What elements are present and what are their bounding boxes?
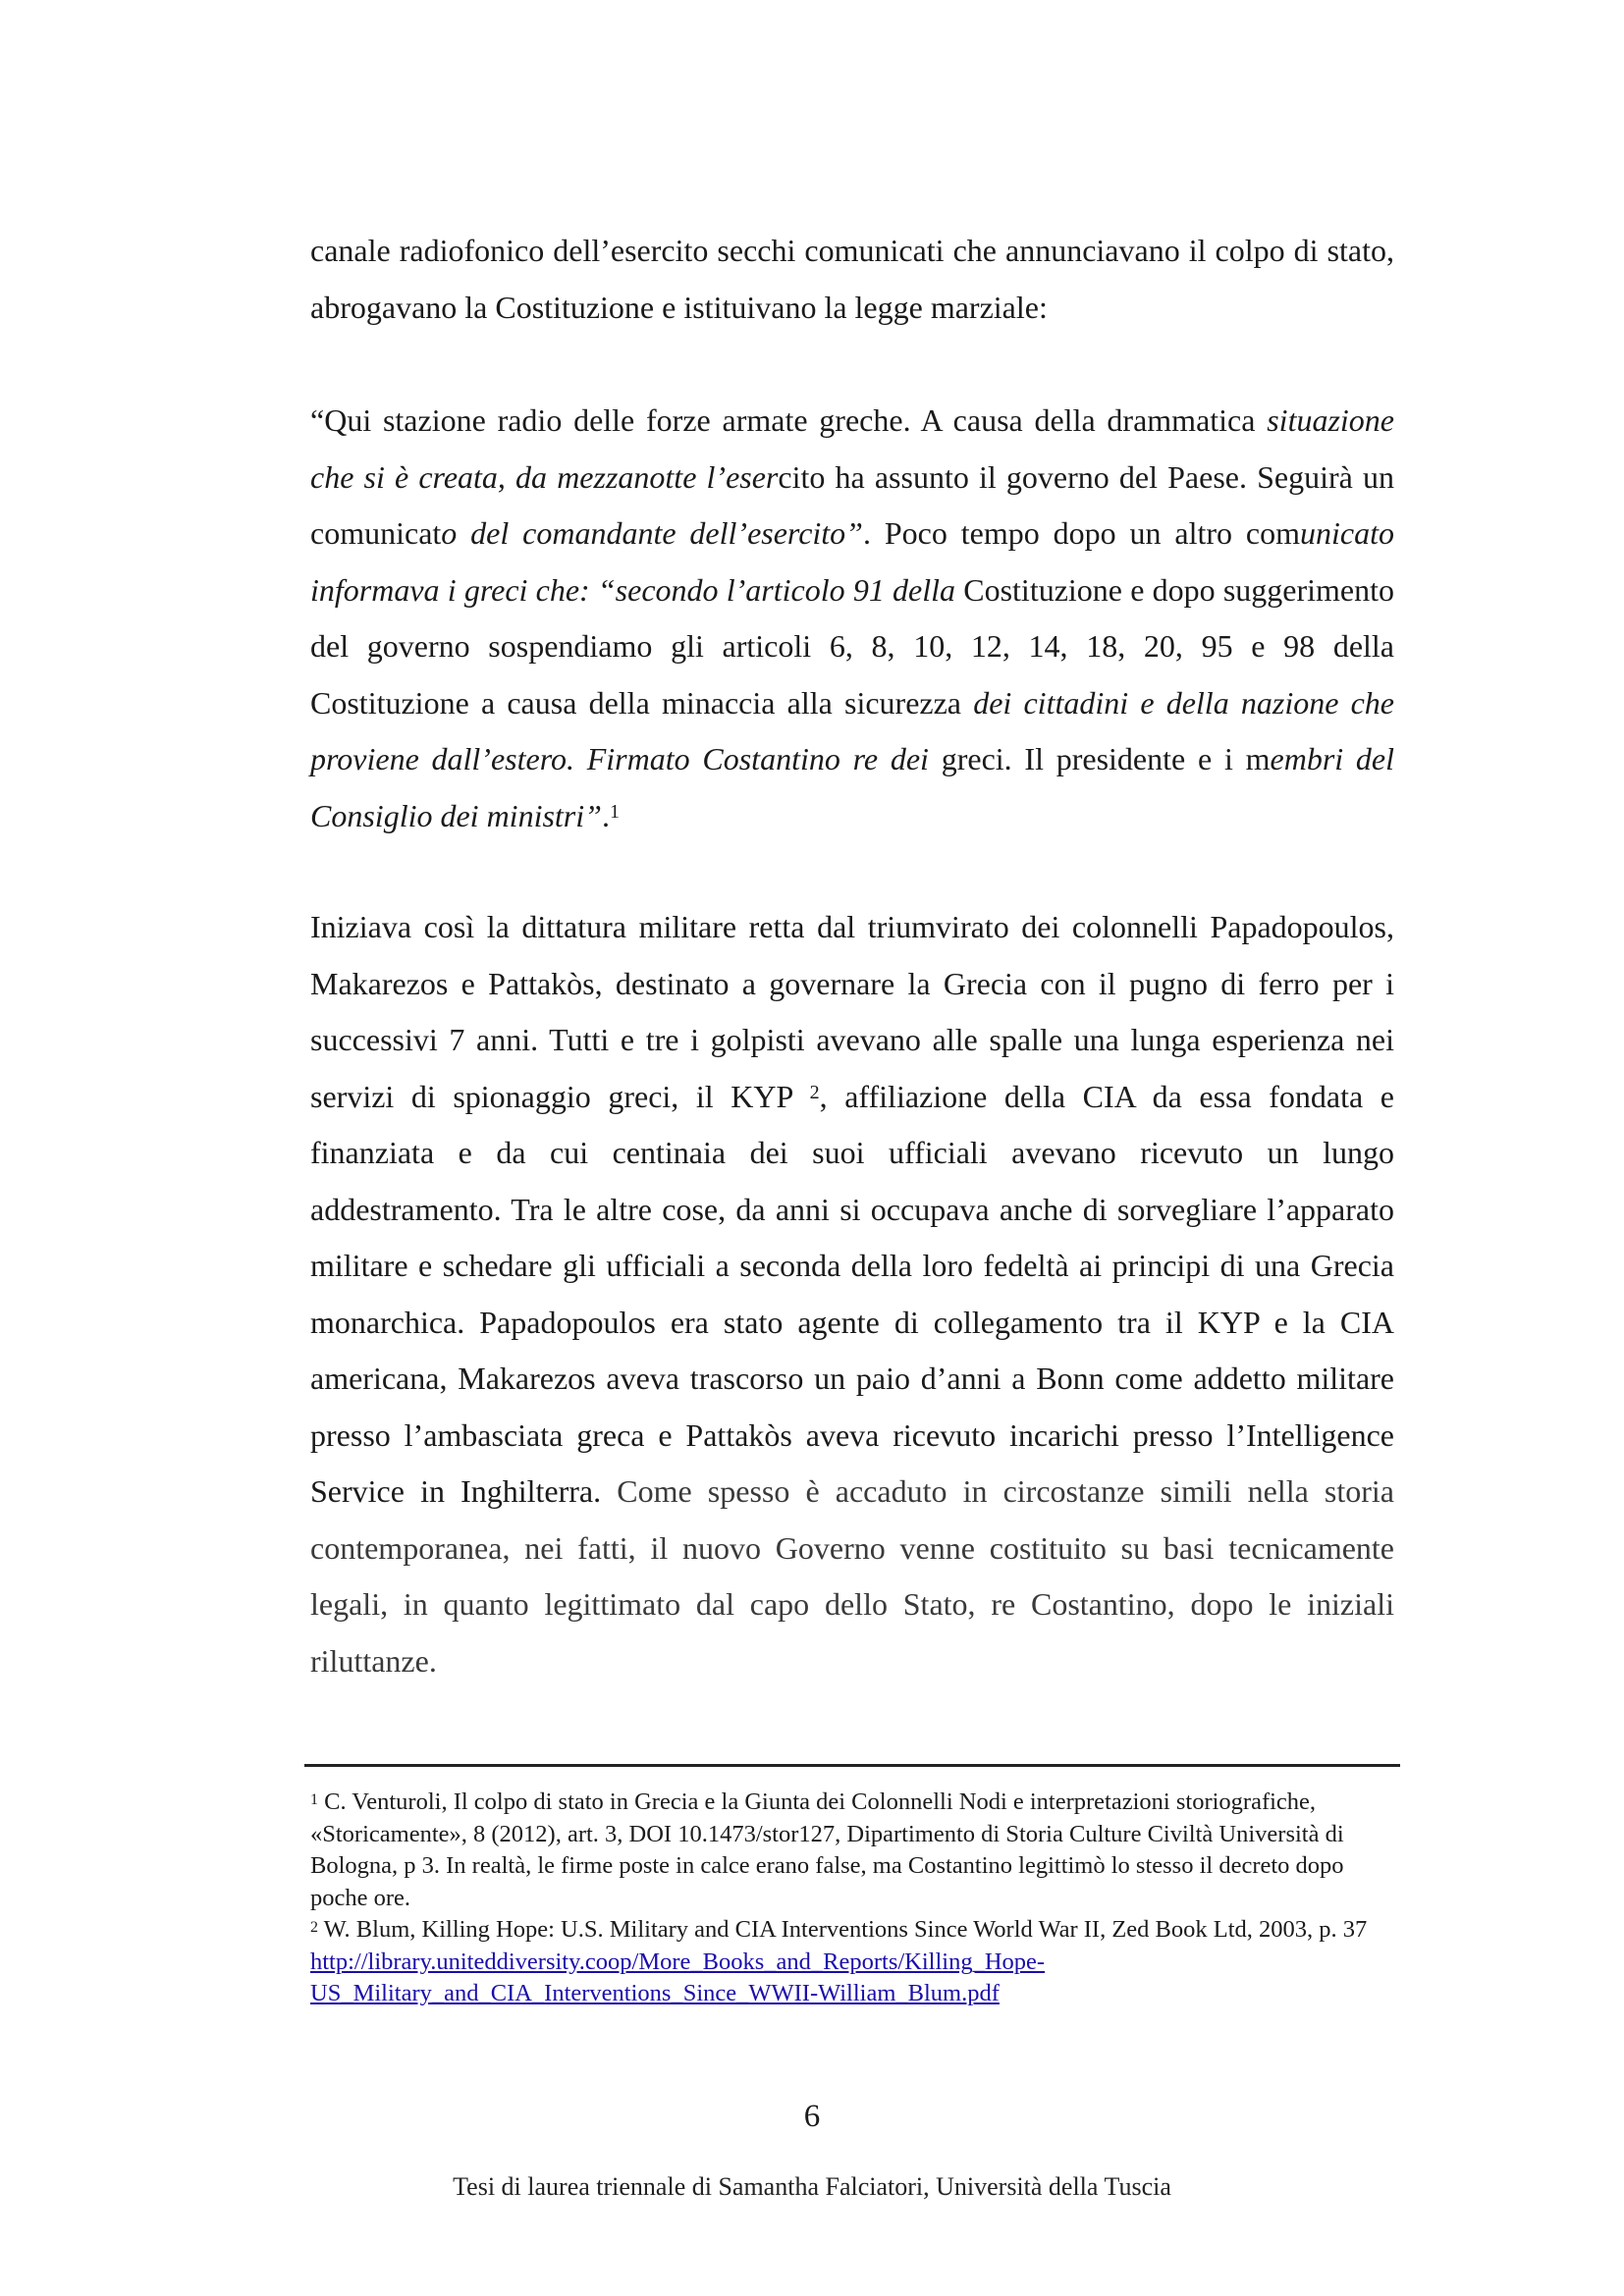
- footnote-number: 2: [310, 1919, 318, 1936]
- quote-italic-text: unicato informava i greci che: “secondo l’articolo 91 della: [310, 515, 1395, 608]
- quote-italic-text: o del comandante dell’esercito”: [441, 515, 863, 551]
- footnote-text: W. Blum, Killing Hope: U.S. Military and CIA Interventions Since World War II, Zed Book Ltd, 2003, p. 37: [318, 1916, 1368, 1943]
- paragraph-text: Come spesso è accaduto in circostanze simili nella storia contemporanea, nei fatti, il nuovo Governo venne costituito su basi tecnicamente legali, in quanto legittimato dal capo dello Stato, re Costantino, dopo le iniziali riluttanze.: [310, 1473, 1395, 1679]
- footnote-text: C. Venturoli, Il colpo di stato in Grecia e la Giunta dei Colonnelli Nodi e interpretazioni storiografiche, «Storicamente», 8 (2012), art. 3, DOI 10.1473/stor127, Dipartimento di Storia Culture Civiltà Università di Bologna, p 3. In realtà, le firme poste in calce erano false, ma Costantino legittimò lo stesso il decreto dopo poche ore.: [310, 1789, 1344, 1911]
- footnote-1: [310, 1787, 1394, 1914]
- page-number: 6: [803, 2099, 821, 2134]
- quote-text: . Poco tempo dopo un altro com: [862, 515, 1301, 551]
- quote-text: greci. Il presidente e i m: [928, 741, 1271, 776]
- quote-text: “Qui stazione radio delle forze armate greche. A causa della drammatica: [310, 402, 1268, 438]
- footnote-separator: [304, 1764, 1400, 1767]
- body-paragraph-1: canale radiofonico dell’esercito secchi comunicati che annunciavano il colpo di stato, abrogavano la Costituzione e istituivano la legge marziale:: [310, 233, 1394, 325]
- footnote-link[interactable]: http://library.uniteddiversity.coop/More_Books_and_Reports/Killing_Hope-US_Military_and_CIA_Interventions_Since_WWII-William_Blum.pdf: [310, 1948, 1046, 2006]
- body-paragraph-3: [310, 899, 1394, 1689]
- footnotes: [310, 1787, 1394, 2010]
- footnote-ref-2[interactable]: 2: [809, 1081, 820, 1103]
- quote-italic-text: situazione che si è creata, da mezzanotte l’eser: [310, 402, 1394, 495]
- quote-text: cito ha assunto il governo del Paese. Seguirà un comunicat: [310, 458, 1395, 551]
- page-footer: Tesi di laurea triennale di Samantha Falciatori, Università della Tuscia: [453, 2172, 1171, 2201]
- footnote-number: 1: [310, 1791, 318, 1808]
- paragraph-text: , affiliazione della CIA da essa fondata e finanziata e da cui centinaia dei suoi ufficiali avevano ricevuto un lungo addestramento. Tra le altre cose, da anni si occupava anche di sorvegliare l’apparato militare e schedare gli ufficiali a seconda della loro fedeltà ai principi di una Grecia monarchica. Papadopoulos era stato agente di collegamento tra il KYP e la CIA americana, Makarezos aveva trascorso un paio d’anni a Bonn come addetto militare presso l’ambasciata greca e Pattakòs aveva ricevuto incarichi presso l’Intelligence Service in Inghilterra.: [310, 1078, 1395, 1509]
- quote-italic-text: dei cittadini e della nazione che proviene dall’estero. Firmato Costantino re dei: [310, 684, 1395, 776]
- footnote-ref-1[interactable]: 1: [609, 800, 620, 823]
- body-paragraph-quote: [310, 393, 1394, 844]
- quote-text: Costituzione e dopo suggerimento del governo sospendiamo gli articoli 6, 8, 10, 12, 14, 18, 20, 95 e 98 della Costituzione a causa della minaccia alla sicurezza: [310, 571, 1395, 721]
- quote-italic-text: embri del Consiglio dei ministri”: [310, 741, 1395, 833]
- quote-text: .: [601, 797, 610, 833]
- footnote-2: [310, 1914, 1394, 2010]
- paragraph-text: Iniziava così la dittatura militare retta dal triumvirato dei colonnelli Papadopoulos, Makarezos e Pattakòs, destinato a governare la Grecia con il pugno di ferro per i successivi 7 anni. Tutti e tre i golpisti avevano alle spalle una lunga esperienza nei servizi di spionaggio greci, il KYP: [310, 909, 1394, 1114]
